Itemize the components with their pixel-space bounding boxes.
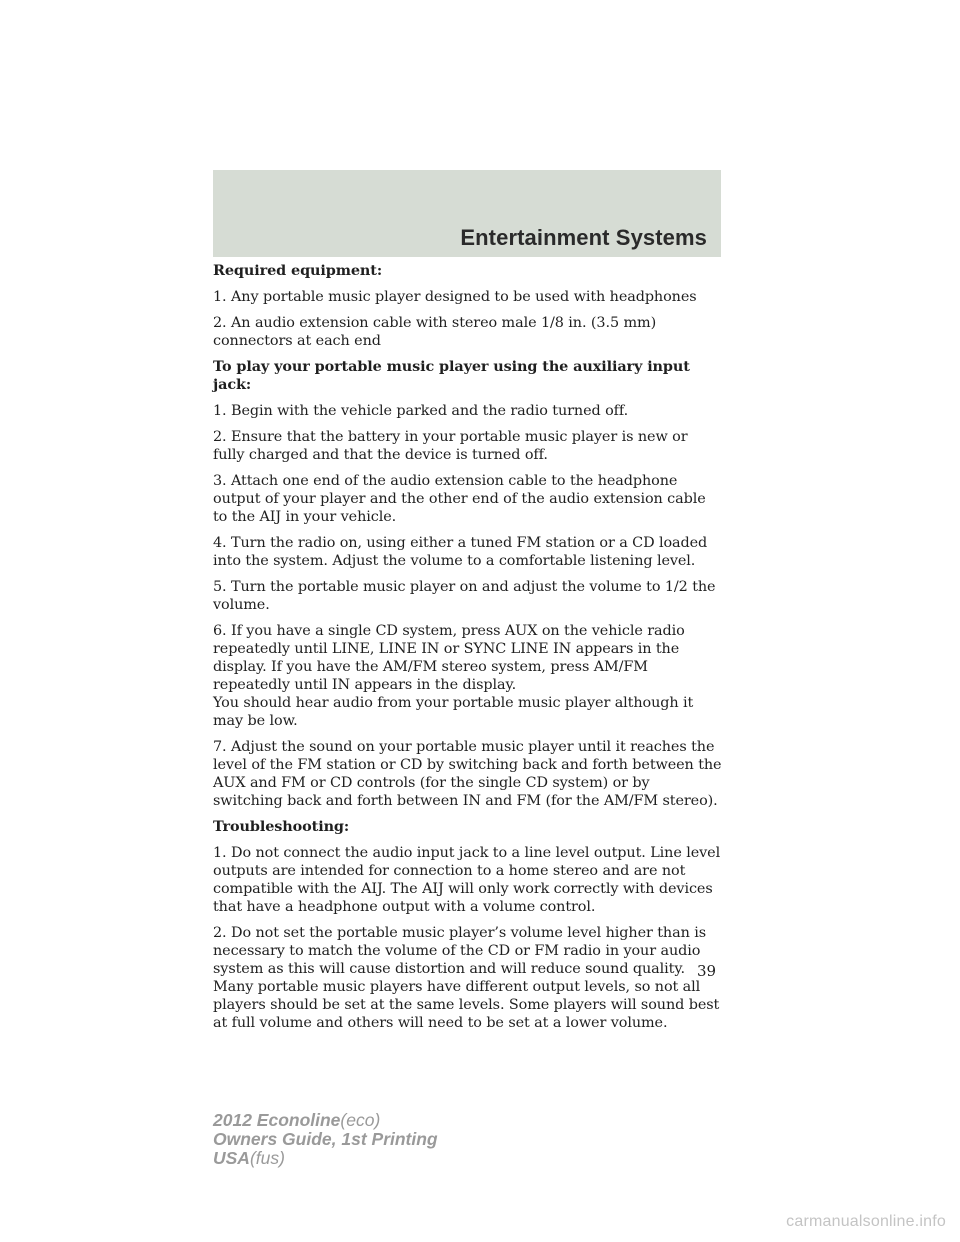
paragraph: 7. Adjust the sound on your portable music player until it reaches the level of the FM station or CD by switching back and forth between the AUX and FM or CD controls (for the single CD system) or by switching back and forth between IN and FM (for the AM/FM stereo).: [213, 739, 722, 809]
paragraph: 4. Turn the radio on, using either a tuned FM station or a CD loaded into the system. Adjust the volume to a comfortable listening level.: [213, 535, 708, 569]
paragraph: 6. If you have a single CD system, press AUX on the vehicle radio repeatedly until LINE, LINE IN or SYNC LINE IN appears in the display. If you have the AM/FM stereo system, press AM/FM repeatedly until IN appears in the display.: [213, 623, 685, 693]
footer-market: USA: [213, 1148, 250, 1168]
paragraph: 2. Ensure that the battery in your portable music player is new or fully charged and that the device is turned off.: [213, 429, 688, 463]
heading-how-to-play: To play your portable music player using the auxiliary input jack:: [213, 358, 690, 393]
footer-market-code: (fus): [249, 1148, 285, 1168]
page-content: [213, 262, 723, 1040]
footer-model: 2012 Econoline: [213, 1110, 341, 1130]
heading-required-equipment: Required equipment:: [213, 262, 383, 279]
paragraph: 5. Turn the portable music player on and adjust the volume to 1/2 the volume.: [213, 579, 716, 613]
section-title: Entertainment Systems: [460, 225, 707, 250]
paragraph: 1. Any portable music player designed to be used with headphones: [213, 289, 697, 305]
watermark: carmanualsonline.info: [786, 1213, 946, 1230]
paragraph: 2. Do not set the portable music player’s volume level higher than is necessary to match the volume of the CD or FM radio in your audio system as this will cause distortion and will reduce sound quality. Many portable music players have different output levels, so not all players should be set at the same levels. Some players will sound best at full volume and others will need to be set at a lower volume.: [213, 925, 720, 1031]
footer-line-model: [213, 1111, 438, 1130]
paragraph: 1. Do not connect the audio input jack to a line level output. Line level outputs are intended for connection to a home stereo and are not compatible with the AIJ. The AIJ will only work correctly with devices that have a headphone output with a volume control.: [213, 845, 721, 915]
paragraph: 1. Begin with the vehicle parked and the radio turned off.: [213, 403, 629, 419]
section-header-band: [213, 170, 721, 257]
page-number: 39: [697, 962, 717, 980]
heading-troubleshooting: Troubleshooting:: [213, 818, 350, 835]
footer-line-market: [213, 1149, 438, 1168]
document-footer: [213, 1111, 438, 1168]
footer-guide-edition: Owners Guide, 1st Printing: [213, 1129, 438, 1149]
footer-model-code: (eco): [340, 1110, 381, 1130]
paragraph: You should hear audio from your portable music player although it may be low.: [213, 695, 694, 729]
paragraph: 3. Attach one end of the audio extension cable to the headphone output of your player and the other end of the audio extension cable to the AIJ in your vehicle.: [213, 473, 706, 525]
paragraph: 2. An audio extension cable with stereo male 1/8 in. (3.5 mm) connectors at each end: [213, 315, 657, 349]
